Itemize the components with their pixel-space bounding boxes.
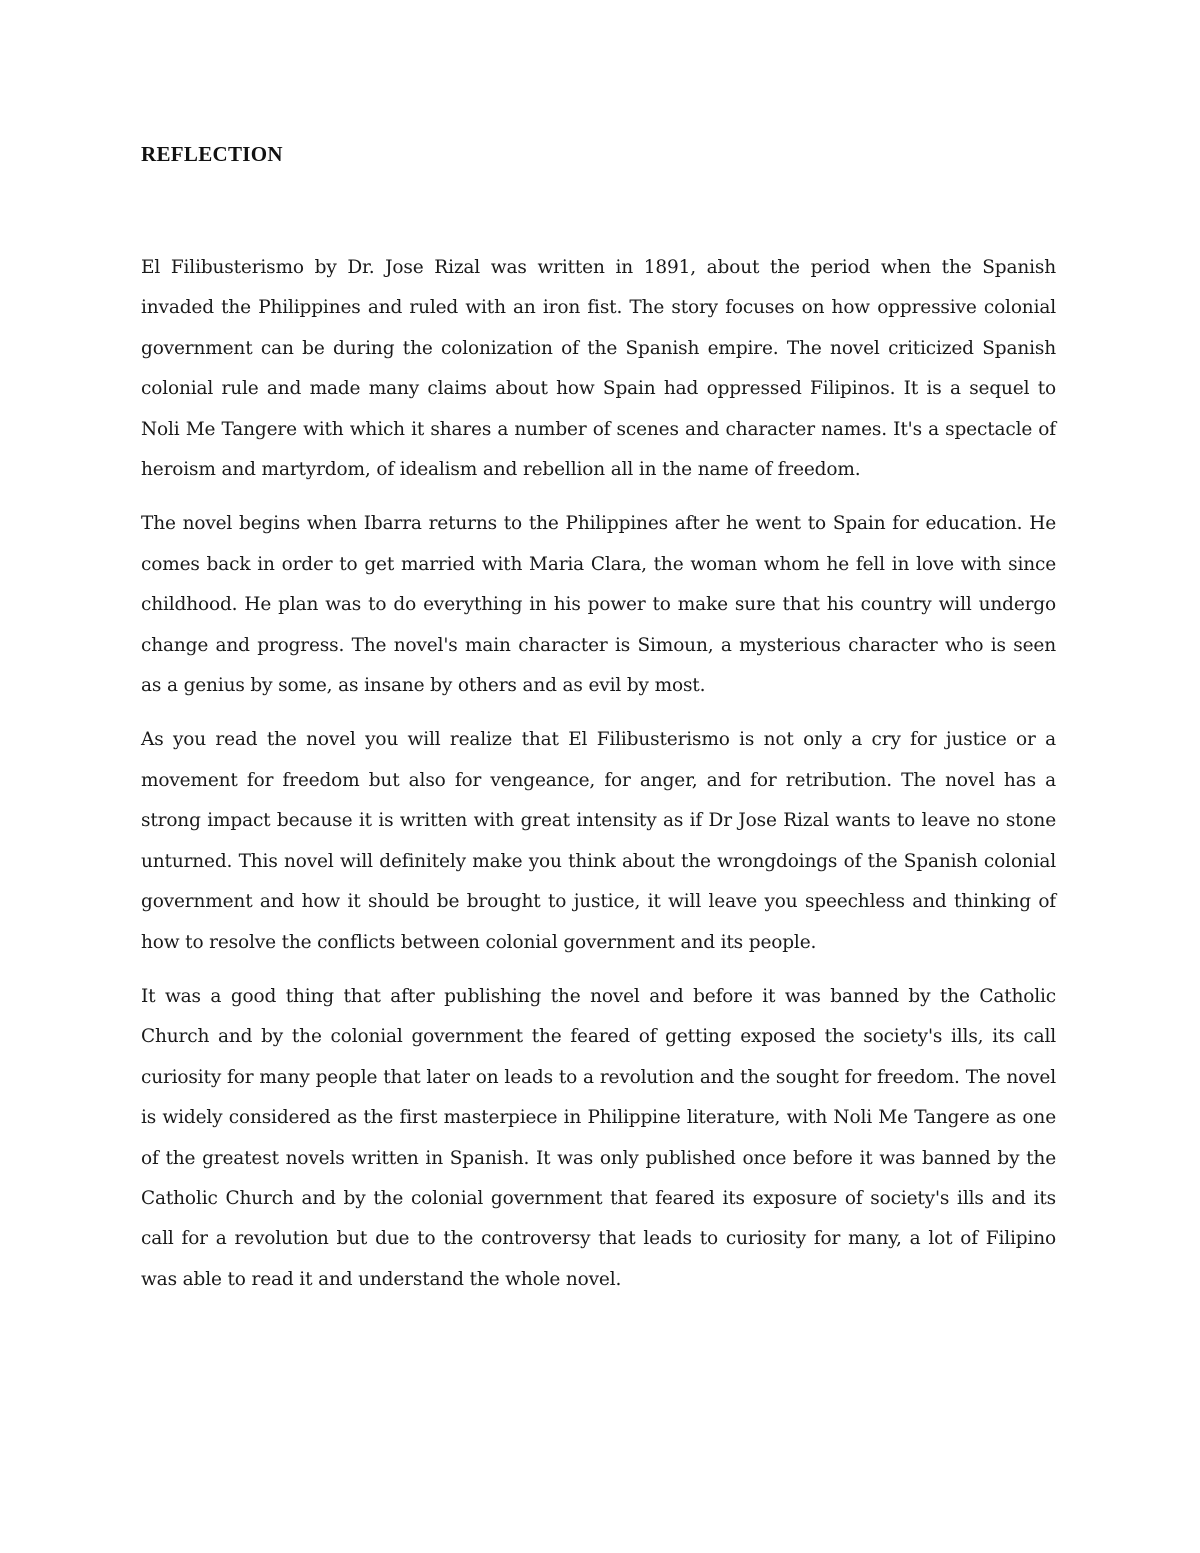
paragraph-legacy: It was a good thing that after publishing the novel and before it was banned by the Catholic Church and by the colonial government the feared of getting exposed the society's ills, its call curiosity for many people that later on leads to a revolution and the sought for freedom. The novel is widely considered as the first masterpiece in Philippine literature, with Noli Me Tangere as one of the greatest novels written in Spanish. It was only published once before it was banned by the Catholic Church and by the colonial government that feared its exposure of society's ills and its call for a revolution but due to the controversy that leads to curiosity for many, a lot of Filipino was able to read it and understand the whole novel. [141,985,1056,1290]
paragraph-plot: The novel begins when Ibarra returns to the Philippines after he went to Spain for education. He comes back in order to get married with Maria Clara, the woman whom he fell in love with since childhood. He plan was to do everything in his power to make sure that his country will undergo change and progress. The novel's main character is Simoun, a mysterious character who is seen as a genius by some, as insane by others and as evil by most. [141,513,1056,697]
paragraph-intro: El Filibusterismo by Dr. Jose Rizal was written in 1891, about the period when the Spanish invaded the Philippines and ruled with an iron fist. The story focuses on how oppressive colonial government can be during the colonization of the Spanish empire. The novel criticized Spanish colonial rule and made many claims about how Spain had oppressed Filipinos. It is a sequel to Noli Me Tangere with which it shares a number of scenes and character names. It's a spectacle of heroism and martyrdom, of idealism and rebellion all in the name of freedom. [141,257,1056,481]
document-heading: REFLECTION [141,142,283,166]
paragraph-impact: As you read the novel you will realize that El Filibusterismo is not only a cry for justice or a movement for freedom but also for vengeance, for anger, and for retribution. The novel has a strong impact because it is written with great intensity as if Dr Jose Rizal wants to leave no stone unturned. This novel will definitely make you think about the wrongdoings of the Spanish colonial government and how it should be brought to justice, it will leave you speechless and thinking of how to resolve the conflicts between colonial government and its people. [141,729,1056,953]
document-body [141,248,1056,1314]
